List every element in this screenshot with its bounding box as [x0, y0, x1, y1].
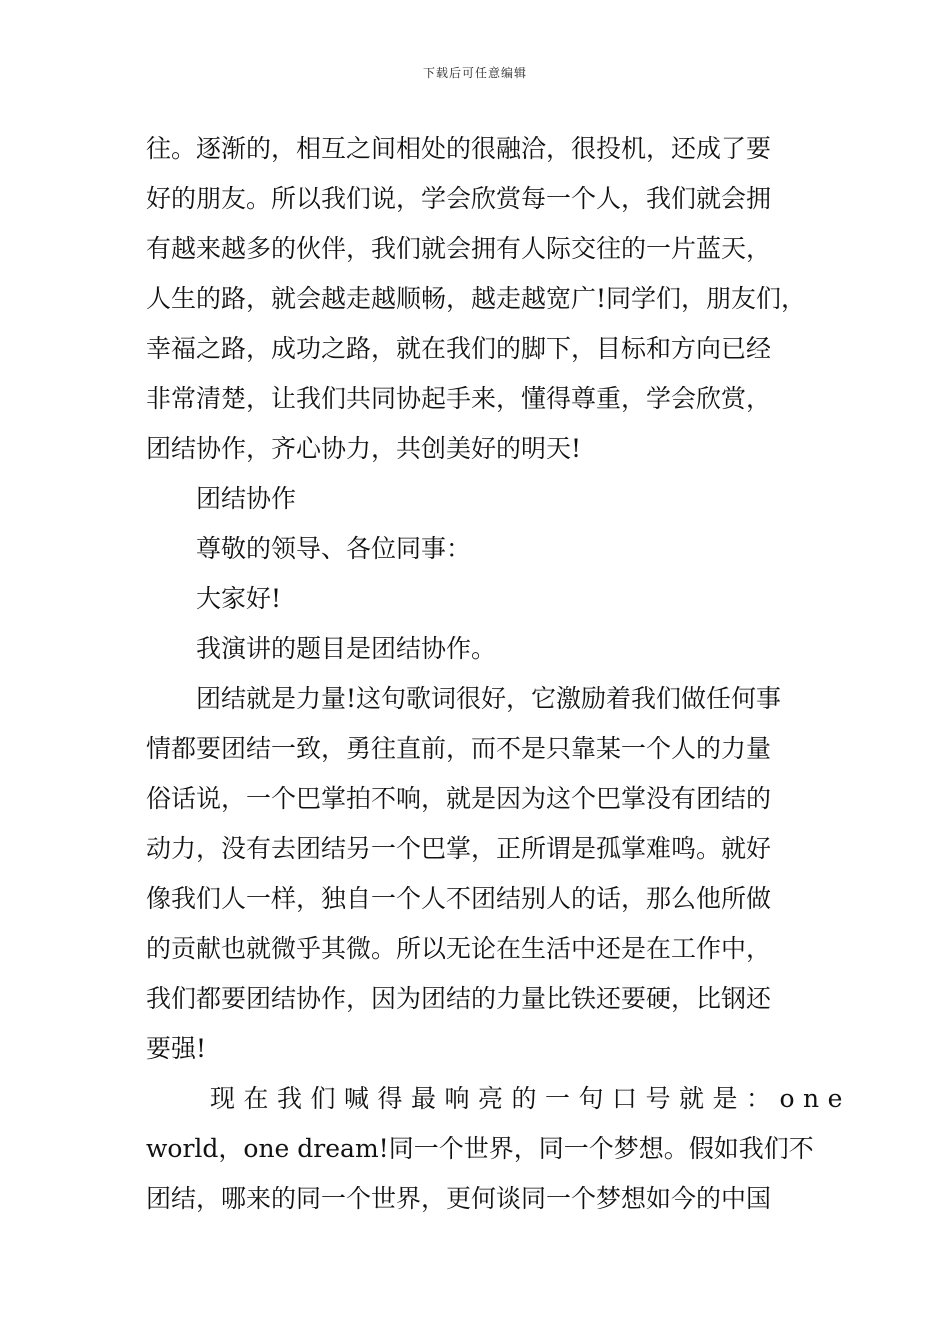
paragraph-line: 动力，没有去团结另一个巴掌，正所谓是孤掌难鸣。就好	[146, 834, 772, 863]
paragraph-line: 俗话说，一个巴掌拍不响，就是因为这个巴掌没有团结的	[146, 784, 772, 813]
salutation: 尊敬的领导、各位同事：	[196, 534, 472, 563]
paragraph-line: 有越来越多的伙伴，我们就会拥有人际交往的一片蓝天，	[146, 234, 772, 263]
paragraph-line: 幸福之路，成功之路，就在我们的脚下，目标和方向已经	[146, 334, 772, 363]
paragraph-line: 团结就是力量!这句歌词很好，它激励着我们做任何事	[196, 684, 782, 713]
paragraph-line: 要强!	[146, 1034, 207, 1063]
paragraph-line: 人生的路，就会越走越顺畅，越走越宽广!同学们，朋友们，	[146, 284, 807, 313]
greeting: 大家好!	[196, 584, 282, 613]
paragraph-line: 的贡献也就微乎其微。所以无论在生活中还是在工作中，	[146, 934, 772, 963]
paragraph-line: 非常清楚，让我们共同协起手来，懂得尊重，学会欣赏，	[146, 384, 772, 413]
paragraph-line: 好的朋友。所以我们说，学会欣赏每一个人，我们就会拥	[146, 184, 772, 213]
paragraph-line: world，one dream!同一个世界，同一个梦想。假如我们不	[146, 1134, 814, 1163]
speech-topic: 我演讲的题目是团结协作。	[196, 634, 497, 663]
paragraph-line: 往。逐渐的，相互之间相处的很融洽，很投机，还成了要	[146, 134, 772, 163]
paragraph-line: 我们都要团结协作，因为团结的力量比铁还要硬，比钢还	[146, 984, 772, 1013]
page-header: 下载后可任意编辑	[422, 66, 527, 80]
paragraph-line: 团结协作，齐心协力，共创美好的明天!	[146, 434, 582, 463]
paragraph-line: 像我们人一样，独自一个人不团结别人的话，那么他所做	[146, 884, 772, 913]
paragraph-line: 现在我们喊得最响亮的一句口号就是：one	[210, 1084, 851, 1113]
section-title: 团结协作	[196, 484, 297, 513]
paragraph-line: 团结，哪来的同一个世界，更何谈同一个梦想如今的中国	[146, 1184, 772, 1213]
document-body	[146, 124, 851, 1224]
paragraph-line: 情都要团结一致，勇往直前，而不是只靠某一个人的力量	[146, 734, 772, 763]
